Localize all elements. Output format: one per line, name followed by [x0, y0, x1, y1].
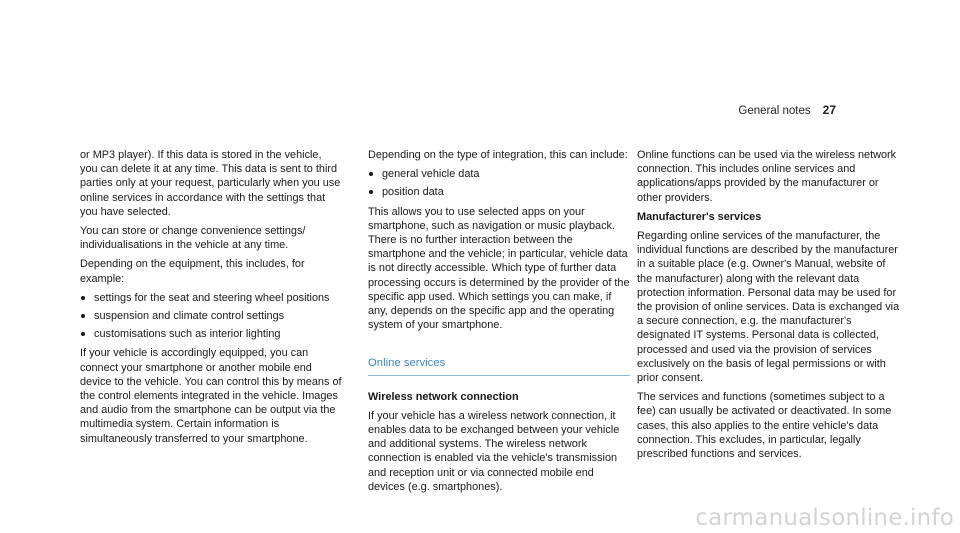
paragraph: You can store or change convenience settings/ individualisations in the vehicle at any time. — [80, 225, 306, 252]
section-name: General notes — [738, 105, 811, 117]
section-title-online-services: Online services — [368, 356, 630, 375]
paragraph: This allows you to use selected apps on your smartphone, such as navigation or music playback. There is no further interaction between the smartphone and the vehicle; in particular, vehicle data is not directly accessible. Which type of further data processing occurs is determined by the provider of the specific app used. Which settings you can make, if any, depends on the specific app and the operating system of your smartphone. — [368, 205, 630, 332]
paragraph: Depending on the type of integration, this can include: — [368, 149, 628, 161]
text-column-3 — [637, 148, 901, 466]
paragraph: Depending on the equipment, this includes, for example: — [80, 258, 305, 285]
bullet-list — [368, 167, 630, 199]
paragraph: The services and functions (sometimes subject to a fee) can usually be activated or deactivated. In some cases, this also applies to the entire vehicle's data connection. This excludes, in particular, legally prescribed functions and services. — [637, 391, 892, 461]
page-number: 27 — [822, 103, 836, 117]
list-item: position data — [368, 185, 630, 199]
text-column-2 — [368, 148, 630, 499]
subheading-manufacturer-services: Manufacturer's services — [637, 210, 762, 223]
paragraph: or MP3 player). If this data is stored in the vehicle, you can delete it at any time. This data is sent to third parties only at your request, particularly when you use online services in accordance with the settings that you have selected. — [80, 149, 341, 218]
paragraph: Regarding online services of the manufacturer, the individual functions are described by the manufacturer in a suitable place (e.g. Owner's Manual, website of the manufacturer) along with the relevant data protection information. Personal data may be used for the provision of online services. Data is exchanged via a secure connection, e.g. the manufacturer's designated IT systems. Personal data is collected, processed and used via the provision of services exclusively on the basis of legal permissions or with prior consent. — [637, 230, 900, 385]
paragraph: Online functions can be used via the wireless network connection. This includes online services and applications/apps provided by the manufacturer or other providers. — [637, 149, 897, 204]
bullet-list — [80, 291, 342, 342]
text-column-1 — [80, 148, 342, 451]
watermark-logo: carmanualsonline.info — [695, 505, 954, 531]
subheading-wireless-network: Wireless network connection — [368, 390, 519, 403]
list-item: suspension and climate control settings — [80, 309, 342, 323]
paragraph: If your vehicle is accordingly equipped, you can connect your smartphone or another mobile end device to the vehicle. You can control this by means of the control elements integrated in the vehicle. Images and audio from the smartphone can be output via the multimedia system. Certain information is simultaneously transferred to your smartphone. — [80, 347, 342, 445]
list-item: settings for the seat and steering wheel positions — [80, 291, 342, 305]
list-item: general vehicle data — [368, 167, 630, 181]
paragraph: If your vehicle has a wireless network connection, it enables data to be exchanged between your vehicle and additional systems. The wireless network connection is enabled via the vehicle's transmission and reception unit or via connected mobile end devices (e.g. smartphones). — [368, 409, 620, 493]
list-item: customisations such as interior lighting — [80, 327, 342, 341]
page-header — [738, 103, 836, 117]
